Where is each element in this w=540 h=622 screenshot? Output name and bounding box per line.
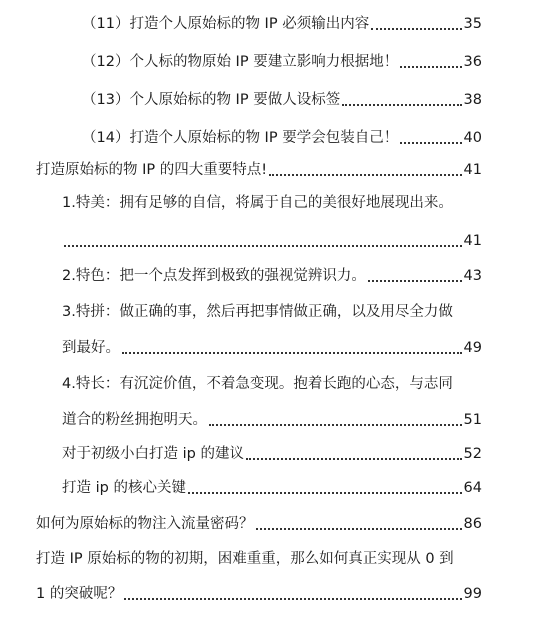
dot-leader <box>269 174 461 176</box>
toc-entry-feature-3-line1[interactable] <box>62 296 482 322</box>
toc-page-number: 51 <box>463 412 482 428</box>
toc-section-breakthrough-line2[interactable] <box>36 578 482 604</box>
toc-page-number: 64 <box>463 480 482 496</box>
toc-page-number: 41 <box>463 162 482 178</box>
toc-entry-text: 4.特长：有沉淀价值，不着急变现。抱着长跑的心态，与志同 <box>62 376 453 392</box>
dot-leader <box>64 245 462 247</box>
dot-leader <box>122 352 462 354</box>
toc-page-number: 49 <box>463 340 482 356</box>
toc-page-number: 41 <box>463 233 482 249</box>
toc-entry-feature-2[interactable] <box>62 260 482 286</box>
toc-entry-text: 3.特拼：做正确的事，然后再把事情做正确，以及用尽全力做 <box>62 304 453 320</box>
dot-leader <box>400 66 461 68</box>
toc-entry-13[interactable] <box>82 84 482 110</box>
toc-page-number: 36 <box>463 54 482 70</box>
dot-leader <box>209 424 462 426</box>
toc-section-four-features[interactable] <box>36 154 482 180</box>
toc-page-number: 43 <box>463 268 482 284</box>
toc-entry-text: （13）个人原始标的物 IP 要做人设标签 <box>82 92 341 108</box>
toc-entry-text: 打造原始标的物 IP 的四大重要特点! <box>36 162 268 178</box>
toc-entry-11[interactable] <box>82 8 482 34</box>
toc-page-number: 52 <box>463 446 482 462</box>
toc-entry-beginner-advice[interactable] <box>62 438 482 464</box>
toc-entry-text: 打造 IP 原始标的物的初期，困难重重，那么如何真正实现从 0 到 <box>36 551 454 567</box>
toc-entry-feature-4-line1[interactable] <box>62 368 482 394</box>
dot-leader <box>400 142 461 144</box>
toc-entry-text: 1.特美：拥有足够的自信，将属于自己的美很好地展现出来。 <box>62 195 453 211</box>
toc-entry-feature-1-line1[interactable] <box>62 187 482 213</box>
toc-section-traffic-code[interactable] <box>36 508 482 534</box>
toc-entry-12[interactable] <box>82 46 482 72</box>
toc-entry-feature-1-line2[interactable] <box>62 225 482 251</box>
dot-leader <box>371 28 461 30</box>
toc-page-number: 99 <box>463 586 482 602</box>
dot-leader <box>188 492 462 494</box>
dot-leader <box>256 528 462 530</box>
dot-leader <box>246 458 462 460</box>
toc-entry-text: （14）打造个人原始标的物 IP 要学会包装自己！ <box>82 130 399 146</box>
toc-page-number: 40 <box>463 130 482 146</box>
toc-page-number: 86 <box>463 516 482 532</box>
toc-page-number: 35 <box>463 16 482 32</box>
dot-leader <box>368 280 462 282</box>
toc-entry-text: 如何为原始标的物注入流量密码？ <box>36 516 254 532</box>
toc-entry-text: （11）打造个人原始标的物 IP 必须输出内容 <box>82 16 370 32</box>
toc-entry-14[interactable] <box>82 122 482 148</box>
toc-entry-text: 到最好。 <box>62 340 120 356</box>
toc-entry-text: 1 的突破呢？ <box>36 586 123 602</box>
toc-page-number: 38 <box>463 92 482 108</box>
dot-leader <box>342 104 461 106</box>
toc-entry-text: 2.特色：把一个点发挥到极致的强视觉辨识力。 <box>62 268 366 284</box>
dot-leader <box>124 598 461 600</box>
toc-entry-core-key[interactable] <box>62 472 482 498</box>
toc-entry-text: 道合的粉丝拥抱明天。 <box>62 412 207 428</box>
toc-entry-text: （12）个人标的物原始 IP 要建立影响力根据地！ <box>82 54 399 70</box>
toc-entry-feature-4-line2[interactable] <box>62 404 482 430</box>
toc-section-breakthrough-line1[interactable] <box>36 543 482 569</box>
toc-entry-feature-3-line2[interactable] <box>62 332 482 358</box>
toc-entry-text: 打造 ip 的核心关键 <box>62 480 186 496</box>
toc-entry-text: 对于初级小白打造 ip 的建议 <box>62 446 244 462</box>
